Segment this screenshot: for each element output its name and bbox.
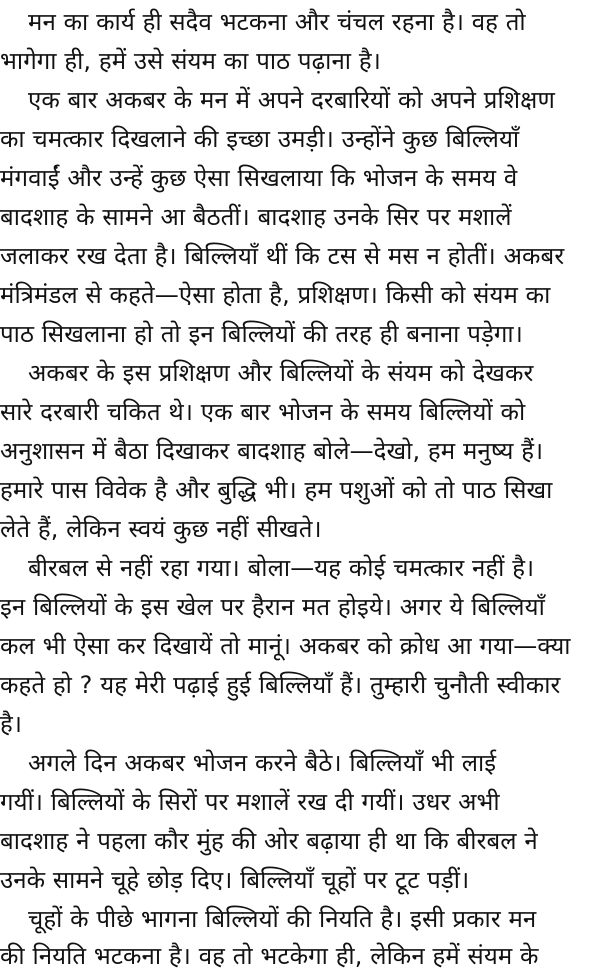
text-line: है। [0, 710, 23, 738]
text-line: मंगवाईं और उन्हें कुछ ऐसा सिखलाया कि भोजन के समय वे [0, 164, 518, 192]
text-line: अकबर के इस प्रशिक्षण और बिल्लियों के संयम को देखकर [28, 359, 534, 387]
text-line: गयीं। बिल्लियों के सिरों पर मशालें रख दी गयीं। उधर अभी [0, 788, 500, 816]
text-line: मन का कार्य ही सदैव भटकना और चंचल रहना है। वह तो [28, 8, 526, 36]
text-line: बादशाह ने पहला कौर मुंह की ओर बढ़ाया ही था कि बीरबल ने [0, 827, 538, 855]
text-line: एक बार अकबर के मन में अपने दरबारियों को अपने प्रशिक्षण [28, 86, 555, 114]
text-line: अगले दिन अकबर भोजन करने बैठे। बिल्लियाँ भी लाई [28, 749, 497, 777]
text-line: का चमत्कार दिखलाने की इच्छा उमड़ी। उन्होंने कुछ बिल्लियाँ [0, 125, 520, 153]
text-line: भागेगा ही, हमें उसे संयम का पाठ पढ़ाना है। [0, 47, 381, 75]
text-line: इन बिल्लियों के इस खेल पर हैरान मत होइये। अगर ये बिल्लियाँ [0, 593, 545, 621]
text-line: उनके सामने चूहे छोड़ दिए। बिल्लियाँ चूहों पर टूट पड़ीं। [0, 866, 470, 894]
text-line: मंत्रिमंडल से कहते—ऐसा होता है, प्रशिक्षण। किसी को संयम का [0, 281, 551, 309]
text-line: लेते हैं, लेकिन स्वयं कुछ नहीं सीखते। [0, 515, 322, 543]
text-line: की नियति भटकना है। वह तो भटकेगा ही, लेकिन हमें संयम के [0, 942, 539, 970]
text-line: पाठ सिखलाना हो तो इन बिल्लियों की तरह ही बनाना पड़ेगा। [0, 320, 523, 348]
text-line: सारे दरबारी चकित थे। एक बार भोजन के समय बिल्लियों को [0, 398, 526, 426]
text-line: चूहों के पीछे भागना बिल्लियों की नियति है। इसी प्रकार मन [28, 905, 537, 933]
text-line: बादशाह के सामने आ बैठतीं। बादशाह उनके सिर पर मशालें [0, 203, 512, 231]
text-line: बीरबल से नहीं रहा गया। बोला—यह कोई चमत्कार नहीं है। [28, 554, 535, 582]
text-line: कल भी ऐसा कर दिखायें तो मानूं। अकबर को क्रोध आ गया—क्या [0, 632, 571, 660]
text-line: कहते हो ? यह मेरी पढ़ाई हुई बिल्लियाँ हैं। तुम्हारी चुनौती स्वीकार [0, 671, 561, 699]
text-line: अनुशासन में बैठा दिखाकर बादशाह बोले—देखो, हम मनुष्य हैं। [0, 437, 544, 465]
text-line: हमारे पास विवेक है और बुद्धि भी। हम पशुओं को तो पाठ सिखा [0, 476, 553, 504]
text-line: जलाकर रख देता है। बिल्लियाँ थीं कि टस से मस न होतीं। अकबर [0, 242, 565, 270]
